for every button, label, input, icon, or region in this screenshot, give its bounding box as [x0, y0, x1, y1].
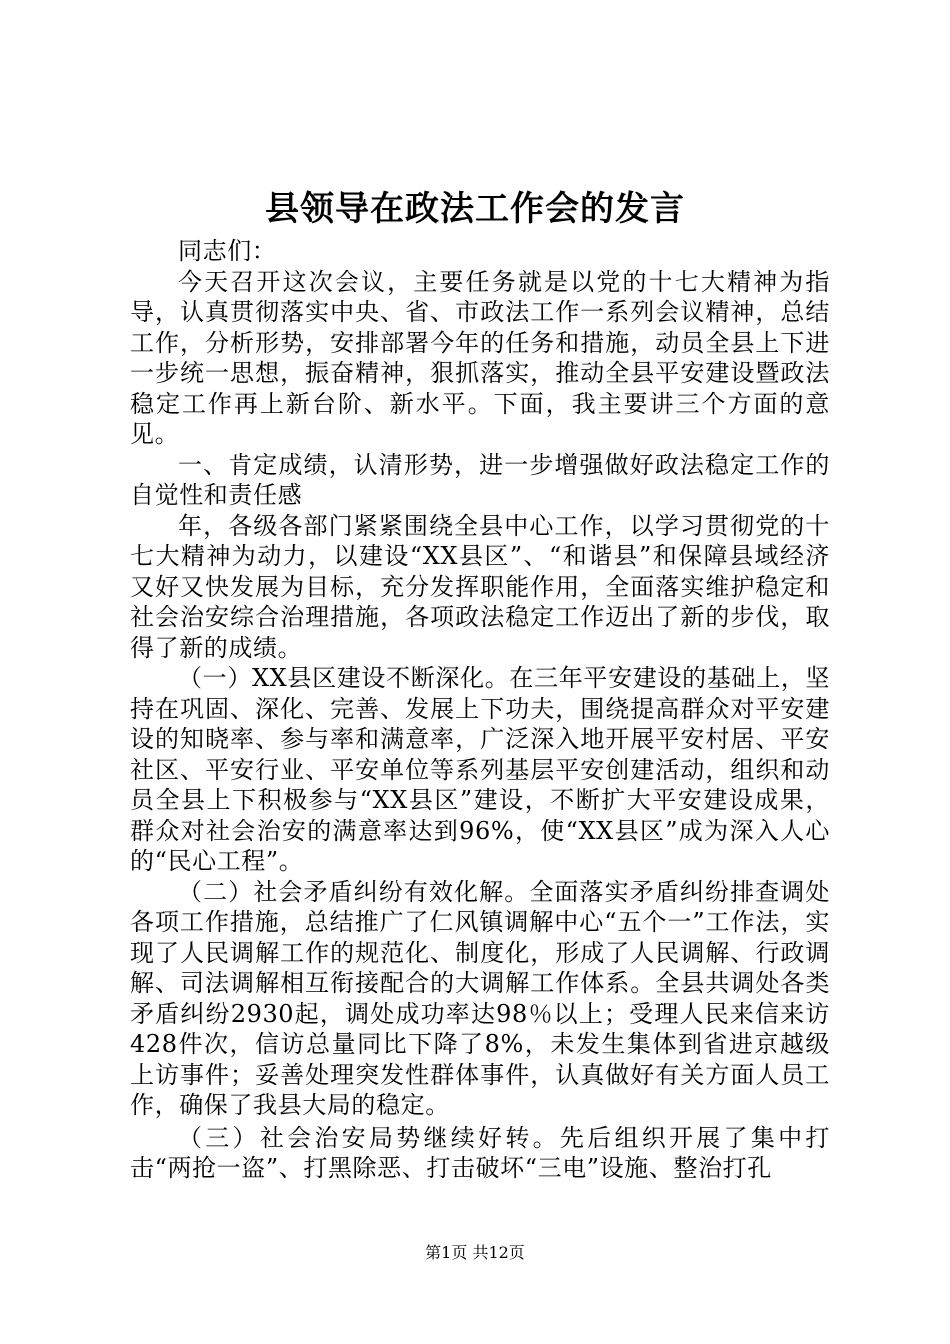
- page-footer: 第1页 共12页: [425, 1243, 525, 1262]
- salutation-paragraph: 同志们：: [178, 237, 277, 265]
- document-body: [130, 236, 830, 1184]
- point-3-paragraph: （三）社会治安局势继续好转。先后组织开展了集中打击“两抢一盗”、打黑除恶、打击破坏“三电”设施、整治打孔: [130, 1123, 830, 1182]
- point-2-paragraph: （二）社会矛盾纠纷有效化解。全面落实矛盾纠纷排查调处各项工作措施，总结推广了仁风镇调解中心“五个一”工作法，实现了人民调解工作的规范化、制度化，形成了人民调解、行政调解、司法调解相互衔接配合的大调解工作体系。全县共调处各类矛盾纠纷2930起，调处成功率达98％以上；受理人民来信来访428件次，信访总量同比下降了8%，未发生集体到省进京越级上访事件；妥善处理突发性群体事件，认真做好有关方面人员工作，确保了我县大局的稳定。: [130, 877, 830, 1119]
- intro-paragraph: 今天召开这次会议，主要任务就是以党的十七大精神为指导，认真贯彻落实中央、省、市政法工作一系列会议精神，总结工作，分析形势，安排部署今年的任务和措施，动员全县上下进一步统一思想，振奋精神，狠抓落实，推动全县平安建设暨政法稳定工作再上新台阶、新水平。下面，我主要讲三个方面的意见。: [130, 267, 830, 448]
- achievements-paragraph: 年，各级各部门紧紧围绕全县中心工作，以学习贯彻党的十七大精神为动力，以建设“XX县区”、“和谐县”和保障县域经济又好又快发展为目标，充分发挥职能作用，全面落实维护稳定和社会治安综合治理措施，各项政法稳定工作迈出了新的步伐，取得了新的成绩。: [130, 511, 830, 662]
- section-heading-1: 一、肯定成绩，认清形势，进一步增强做好政法稳定工作的自觉性和责任感: [130, 450, 830, 509]
- point-1-paragraph: （一）XX县区建设不断深化。在三年平安建设的基础上，坚持在巩固、深化、完善、发展上下功夫，围绕提高群众对平安建设的知晓率、参与率和满意率，广泛深入地开展平安村居、平安社区、平安行业、平安单位等系列基层平安创建活动，组织和动员全县上下积极参与“XX县区”建设，不断扩大平安建设成果，群众对社会治安的满意率达到96%，使“XX县区”成为深入人心的“民心工程”。: [130, 664, 830, 875]
- document-title: 县领导在政法工作会的发言: [265, 189, 685, 229]
